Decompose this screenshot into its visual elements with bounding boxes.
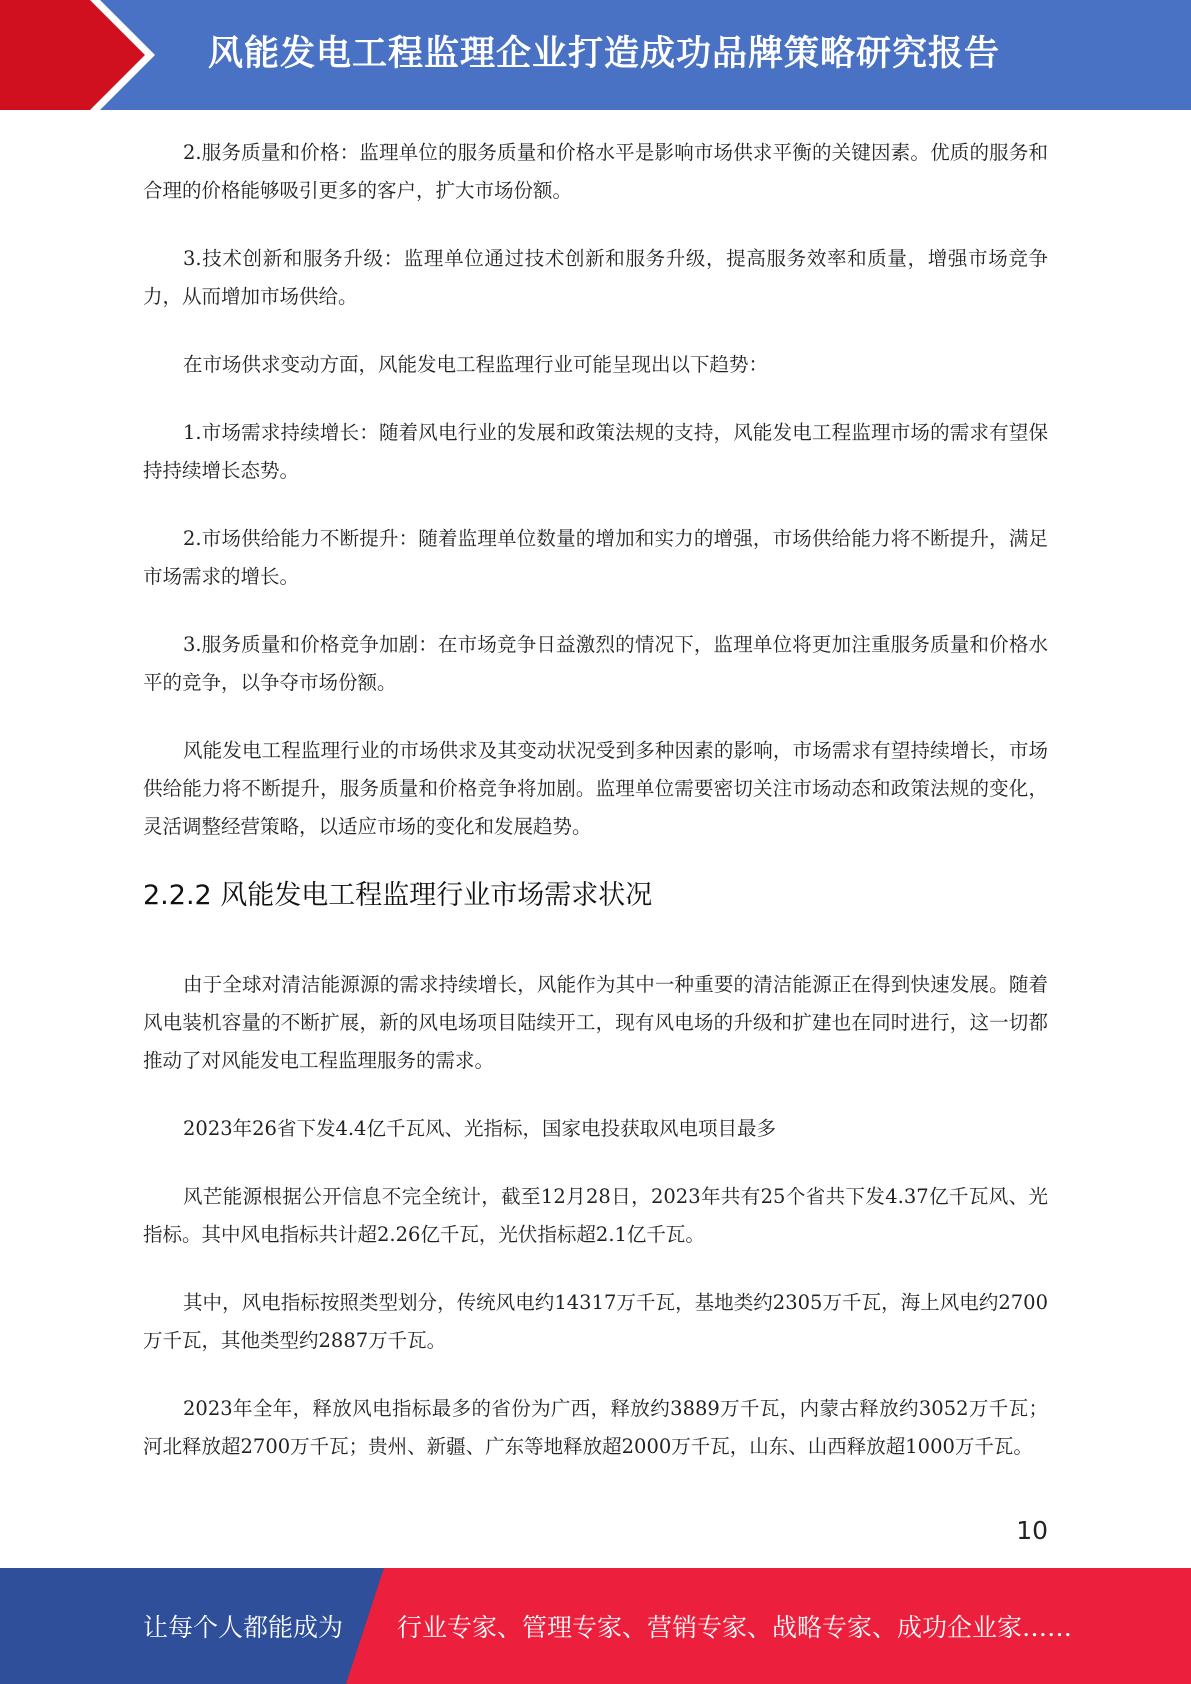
paragraph: 2.市场供给能力不断提升：随着监理单位数量的增加和实力的增强，市场供给能力将不断提升，满足市场需求的增长。 [143, 527, 1048, 588]
page-content [143, 134, 1048, 1496]
page-footer [0, 1568, 1191, 1684]
report-title: 风能发电工程监理企业打造成功品牌策略研究报告 [208, 34, 1001, 74]
page-header [0, 0, 1191, 110]
paragraph: 3.技术创新和服务升级：监理单位通过技术创新和服务升级，提高服务效率和质量，增强市场竞争力，从而增加市场供给。 [143, 247, 1048, 308]
section-heading: 2.2.2 风能发电工程监理行业市场需求状况 [143, 880, 653, 911]
paragraph: 在市场供求变动方面，风能发电工程监理行业可能呈现出以下趋势： [183, 353, 769, 376]
paragraph: 2.服务质量和价格：监理单位的服务质量和价格水平是影响市场供求平衡的关键因素。优质的服务和合理的价格能够吸引更多的客户，扩大市场份额。 [143, 141, 1048, 202]
paragraph: 2023年全年，释放风电指标最多的省份为广西，释放约3889万千瓦，内蒙古释放约3052万千瓦；河北释放超2700万千瓦；贵州、新疆、广东等地释放超2000万千瓦，山东、山西释放超1000万千瓦。 [143, 1397, 1048, 1458]
paragraph: 其中，风电指标按照类型划分，传统风电约14317万千瓦，基地类约2305万千瓦，海上风电约2700万千瓦，其他类型约2887万千瓦。 [143, 1291, 1048, 1352]
footer-slogan-left: 让每个人都能成为 [143, 1613, 344, 1642]
paragraph: 2023年26省下发4.4亿千瓦风、光指标，国家电投获取风电项目最多 [183, 1117, 776, 1140]
paragraph: 风能发电工程监理行业的市场供求及其变动状况受到多种因素的影响，市场需求有望持续增长，市场供给能力将不断提升，服务质量和价格竞争将加剧。监理单位需要密切关注市场动态和政策法规的变化，灵活调整经营策略，以适应市场的变化和发展趋势。 [143, 739, 1048, 838]
paragraph: 由于全球对清洁能源源的需求持续增长，风能作为其中一种重要的清洁能源正在得到快速发展。随着风电装机容量的不断扩展，新的风电场项目陆续开工，现有风电场的升级和扩建也在同时进行，这一切都推动了对风能发电工程监理服务的需求。 [143, 973, 1048, 1072]
paragraph: 3.服务质量和价格竞争加剧：在市场竞争日益激烈的情况下，监理单位将更加注重服务质量和价格水平的竞争，以争夺市场份额。 [143, 633, 1048, 694]
paragraph: 风芒能源根据公开信息不完全统计，截至12月28日，2023年共有25个省共下发4.37亿千瓦风、光指标。其中风电指标共计超2.26亿千瓦，光伏指标超2.1亿千瓦。 [143, 1185, 1048, 1246]
footer-slogan-right: 行业专家、管理专家、营销专家、战略专家、成功企业家…… [397, 1613, 1073, 1642]
paragraph: 1.市场需求持续增长：随着风电行业的发展和政策法规的支持，风能发电工程监理市场的需求有望保持持续增长态势。 [143, 421, 1048, 482]
page-number: 10 [1016, 1516, 1048, 1545]
